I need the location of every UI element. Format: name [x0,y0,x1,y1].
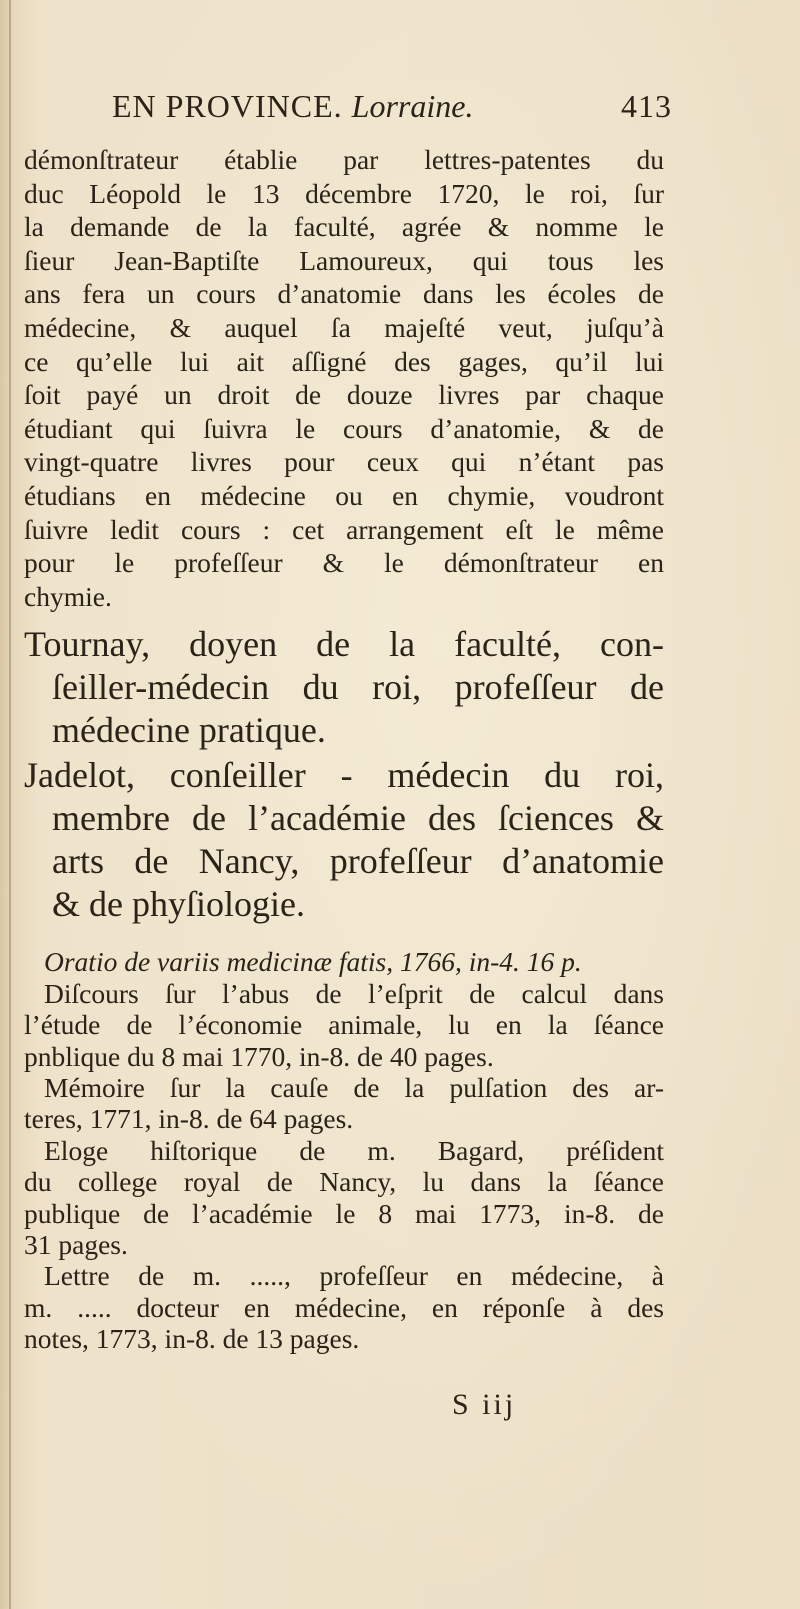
entry-line: Jadelot, conſeiller - médecin du roi, [24,755,664,796]
entry-line: & de phyſiologie. [52,884,305,925]
entry-tournay [24,623,664,752]
text-line: démonſtrateur établie par lettres-patentes du [24,144,664,175]
text-line: duc Léopold le 13 décembre 1720, le roi, ſur [24,177,664,209]
works-list [24,946,664,1354]
text-line: étudiant qui ſuivra le cours d’anatomie, & de [24,412,664,444]
paragraph-lettres-patentes [24,143,664,613]
gutter-edge [9,0,11,1609]
text-line: la demande de la faculté, agrée & nomme le [24,211,664,243]
text-line: étudians en médecine ou en chymie, voudront [24,479,664,511]
signature-mark: S iij [452,1388,517,1421]
entry-jadelot [24,754,664,926]
work-entry-eloge: Eloge hiſtorique de m. Bagard, préſident [44,1134,664,1166]
running-header [112,88,672,136]
entry-line: médecine pratique. [52,710,326,751]
text-line: l’étude de l’économie animale, lu en la ſéance [24,1009,664,1041]
page-number: 413 [621,88,672,124]
entry-line: ſeiller-médecin du roi, profeſſeur de [52,667,664,708]
text-line: ſieur Jean-Baptiſte Lamoureux, qui tous les [24,244,664,276]
work-entry-oratio: Oratio de variis medicinæ fatis, 1766, in-4. 16 p. [44,946,582,978]
running-title [112,88,473,125]
page-body [24,143,664,1355]
text-line: 31 pages. [24,1228,128,1260]
text-line: vingt-quatre livres pour ceux qui n’étant pas [24,446,664,478]
entry-line: membre de l’académie des ſciences & [52,798,664,839]
text-line: pnblique du 8 mai 1770, in-8. de 40 pages. [24,1040,494,1072]
entry-line: Tournay, doyen de la faculté, con- [24,624,664,665]
text-line: notes, 1773, in-8. de 13 pages. [24,1323,360,1355]
running-title-roman: EN PROVINCE. [112,88,343,124]
text-line: ans fera un cours d’anatomie dans les écoles de [24,278,664,310]
work-entry-discours: Diſcours ſur l’abus de l’eſprit de calcul dans [44,977,664,1009]
work-entry-lettre: Lettre de m. ....., profeſſeur en médecine, à [44,1260,664,1292]
text-line: médecine, & auquel ſa majeſté veut, juſqu’à [24,311,664,343]
text-line: pour le profeſſeur & le démonſtrateur en [24,547,664,579]
text-line: ſoit payé un droit de douze livres par chaque [24,379,664,411]
text-line: m. ..... docteur en médecine, en réponſe à des [24,1291,664,1323]
text-line: ce qu’elle lui ait aſſigné des gages, qu’il lui [24,345,664,377]
text-line: chymie. [24,580,112,612]
entry-line: arts de Nancy, profeſſeur d’anatomie [52,841,664,882]
text-line: ſuivre ledit cours : cet arrangement eſt le même [24,513,664,545]
text-line: du college royal de Nancy, lu dans la ſéance [24,1166,664,1198]
text-line: publique de l’académie le 8 mai 1773, in-8. de [24,1197,664,1229]
text-line: teres, 1771, in-8. de 64 pages. [24,1103,354,1135]
work-entry-memoire: Mémoire ſur la cauſe de la pulſation des ar- [44,1071,664,1103]
running-title-italic: Lorraine. [351,88,474,124]
